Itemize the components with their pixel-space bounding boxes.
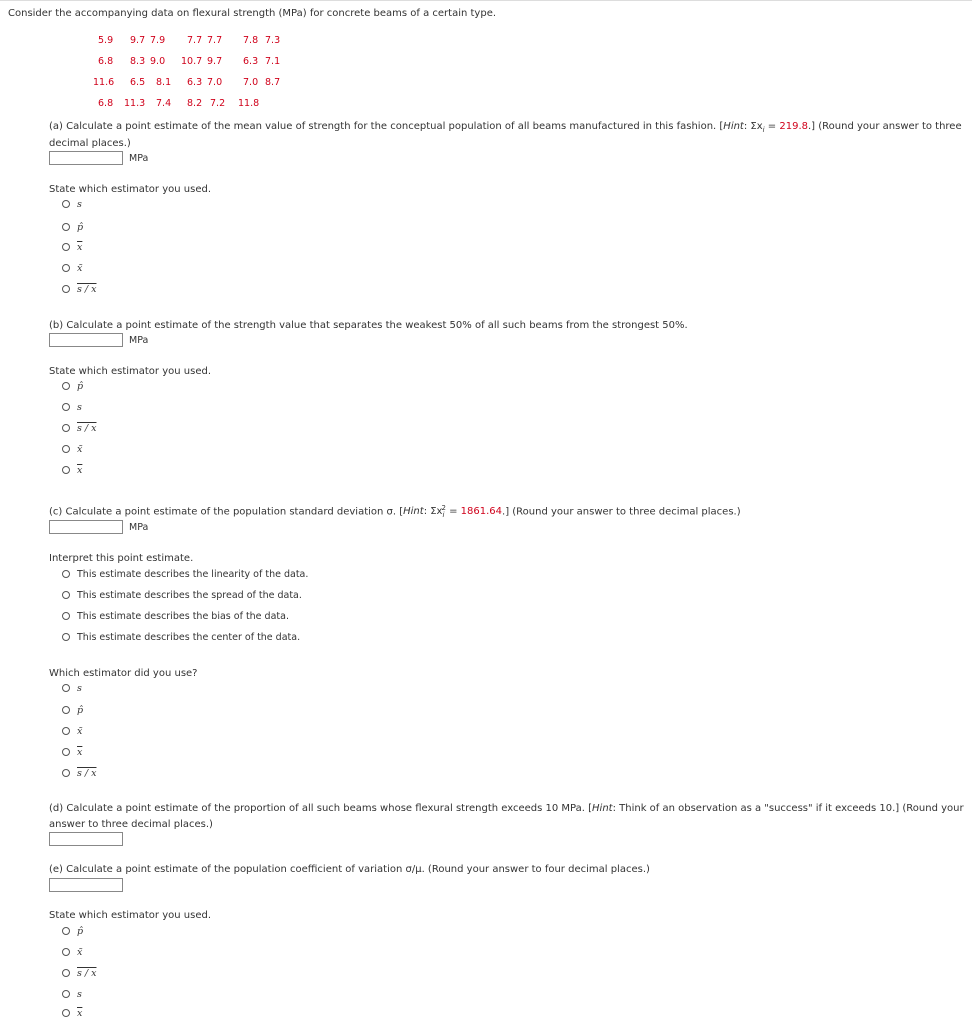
part-c-option-s-over-x-bar[interactable]: s / x (62, 766, 96, 780)
part-b-unit: MPa (129, 335, 149, 346)
part-b-estimator-prompt: State which estimator you used. (49, 366, 211, 377)
data-cell: 10.7 (181, 56, 203, 67)
data-cell: 7.1 (265, 56, 281, 67)
top-divider (0, 0, 972, 1)
radio-button[interactable] (62, 969, 70, 977)
data-cell: 7.3 (265, 35, 281, 46)
data-cell: 11.8 (238, 98, 260, 109)
part-e-estimator-prompt: State which estimator you used. (49, 910, 211, 921)
intro-text: Consider the accompanying data on flexural strength (MPa) for concrete beams of a certain type. (8, 8, 497, 19)
part-a-question-line2: decimal places.) (49, 138, 131, 149)
part-e-option-s[interactable]: s (62, 987, 82, 1001)
part-a-option-s-over-x-bar[interactable]: s / x (62, 282, 96, 296)
radio-button[interactable] (62, 748, 70, 756)
part-a-answer-input[interactable] (49, 151, 123, 165)
part-b-option-x-bar[interactable]: $\overline{x}$ (62, 463, 82, 477)
data-cell: 9.0 (150, 56, 166, 67)
part-e-option-p-hat[interactable]: p̂ (62, 924, 83, 938)
part-e-question: (e) Calculate a point estimate of the population coefficient of variation σ/μ. (Round your answer to four decimal places.) (49, 864, 650, 875)
part-c-option-x-tilde[interactable]: x̃ (62, 724, 82, 738)
part-b-option-s[interactable]: s (62, 400, 82, 414)
data-cell: 7.0 (207, 77, 223, 88)
part-e-answer-input[interactable] (49, 878, 123, 892)
data-cell: 7.4 (156, 98, 172, 109)
data-cell: 7.2 (210, 98, 226, 109)
radio-button[interactable] (62, 243, 70, 251)
part-c-answer-input[interactable] (49, 520, 123, 534)
radio-button[interactable] (62, 1009, 70, 1017)
hint-value: 219.8 (779, 121, 808, 132)
part-c-option-s[interactable]: s (62, 681, 82, 695)
part-a-option-s[interactable]: s (62, 197, 82, 211)
part-b-option-p-hat[interactable]: p̂ (62, 379, 83, 393)
part-d-question-line2: answer to three decimal places.) (49, 819, 213, 830)
part-e-option-s-over-x-bar[interactable]: s / x (62, 966, 96, 980)
radio-button[interactable] (62, 684, 70, 692)
radio-button[interactable] (62, 633, 70, 641)
data-cell: 7.0 (243, 77, 259, 88)
part-c-interpret-option-bias[interactable]: This estimate describes the bias of the data. (62, 609, 289, 623)
data-cell: 11.3 (124, 98, 146, 109)
data-cell: 8.7 (265, 77, 281, 88)
data-cell: 8.1 (156, 77, 172, 88)
radio-button[interactable] (62, 990, 70, 998)
radio-button[interactable] (62, 948, 70, 956)
data-cell: 6.8 (98, 56, 114, 67)
radio-button[interactable] (62, 706, 70, 714)
part-a-estimator-prompt: State which estimator you used. (49, 184, 211, 195)
part-c-estimator-prompt: Which estimator did you use? (49, 668, 198, 679)
part-d-answer-input[interactable] (49, 832, 123, 846)
data-cell: 6.3 (187, 77, 203, 88)
hint-label: Hint (403, 506, 424, 518)
radio-button[interactable] (62, 769, 70, 777)
radio-button[interactable] (62, 727, 70, 735)
data-cell: 7.7 (187, 35, 203, 46)
radio-button[interactable] (62, 591, 70, 599)
part-a-option-x-bar[interactable]: $\overline{x}$ (62, 240, 82, 254)
part-c-interpret-option-spread[interactable]: This estimate describes the spread of the data. (62, 588, 302, 602)
data-cell: 7.9 (150, 35, 166, 46)
part-c-interpret-option-linearity[interactable]: This estimate describes the linearity of the data. (62, 567, 308, 581)
part-a-unit: MPa (129, 153, 149, 164)
data-cell: 6.3 (243, 56, 259, 67)
part-a-question: (a) Calculate a point estimate of the mean value of strength for the conceptual population of all beams manufactured in this fashion. [Hint: $\Sigma x_i = 219.8$.] (Round your answer to three (49, 121, 962, 134)
data-cell: 6.8 (98, 98, 114, 109)
radio-button[interactable] (62, 200, 70, 208)
part-a-option-x-tilde[interactable]: x̃ (62, 261, 82, 275)
data-cell: 7.7 (207, 35, 223, 46)
part-b-option-s-over-x-bar[interactable]: s / x (62, 421, 96, 435)
radio-button[interactable] (62, 264, 70, 272)
part-b-option-x-tilde[interactable]: x̃ (62, 442, 82, 456)
part-c-interpret-option-center[interactable]: This estimate describes the center of the data. (62, 630, 300, 644)
data-cell: 6.5 (130, 77, 146, 88)
radio-button[interactable] (62, 612, 70, 620)
part-e-option-x-bar[interactable]: $\overline{x}$ (62, 1006, 82, 1020)
radio-button[interactable] (62, 382, 70, 390)
hint-label: Hint (592, 803, 613, 814)
data-cell: 8.3 (130, 56, 146, 67)
part-a-option-p-hat[interactable]: p̂ (62, 220, 83, 234)
part-d-question: (d) Calculate a point estimate of the proportion of all such beams whose flexural strength exceeds 10 MPa. [Hint: Think of an observation as a "success" if it exceeds 10.] (Round your (49, 803, 964, 814)
part-c-question: (c) Calculate a point estimate of the population standard deviation σ. [Hint: $\Sigma x_i^2 = 1861.64$.] (Round your answer to three decimal places.) (49, 504, 741, 520)
hint-value: 1861.64 (460, 506, 503, 518)
data-cell: 7.8 (243, 35, 259, 46)
radio-button[interactable] (62, 223, 70, 231)
data-cell: 9.7 (207, 56, 223, 67)
radio-button[interactable] (62, 445, 70, 453)
radio-button[interactable] (62, 927, 70, 935)
radio-button[interactable] (62, 570, 70, 578)
data-cell: 9.7 (130, 35, 146, 46)
data-cell: 5.9 (98, 35, 114, 46)
part-c-option-p-hat[interactable]: p̂ (62, 703, 83, 717)
part-b-question: (b) Calculate a point estimate of the strength value that separates the weakest 50% of all such beams from the strongest 50%. (49, 320, 688, 331)
radio-button[interactable] (62, 424, 70, 432)
part-c-unit: MPa (129, 522, 149, 533)
data-cell: 11.6 (93, 77, 115, 88)
radio-button[interactable] (62, 466, 70, 474)
radio-button[interactable] (62, 285, 70, 293)
radio-button[interactable] (62, 403, 70, 411)
data-cell: 8.2 (187, 98, 203, 109)
part-c-option-x-bar[interactable]: $\overline{x}$ (62, 745, 82, 759)
part-b-answer-input[interactable] (49, 333, 123, 347)
hint-label: Hint (723, 121, 744, 132)
part-e-option-x-tilde[interactable]: x̃ (62, 945, 82, 959)
part-c-interpret-prompt: Interpret this point estimate. (49, 553, 194, 564)
